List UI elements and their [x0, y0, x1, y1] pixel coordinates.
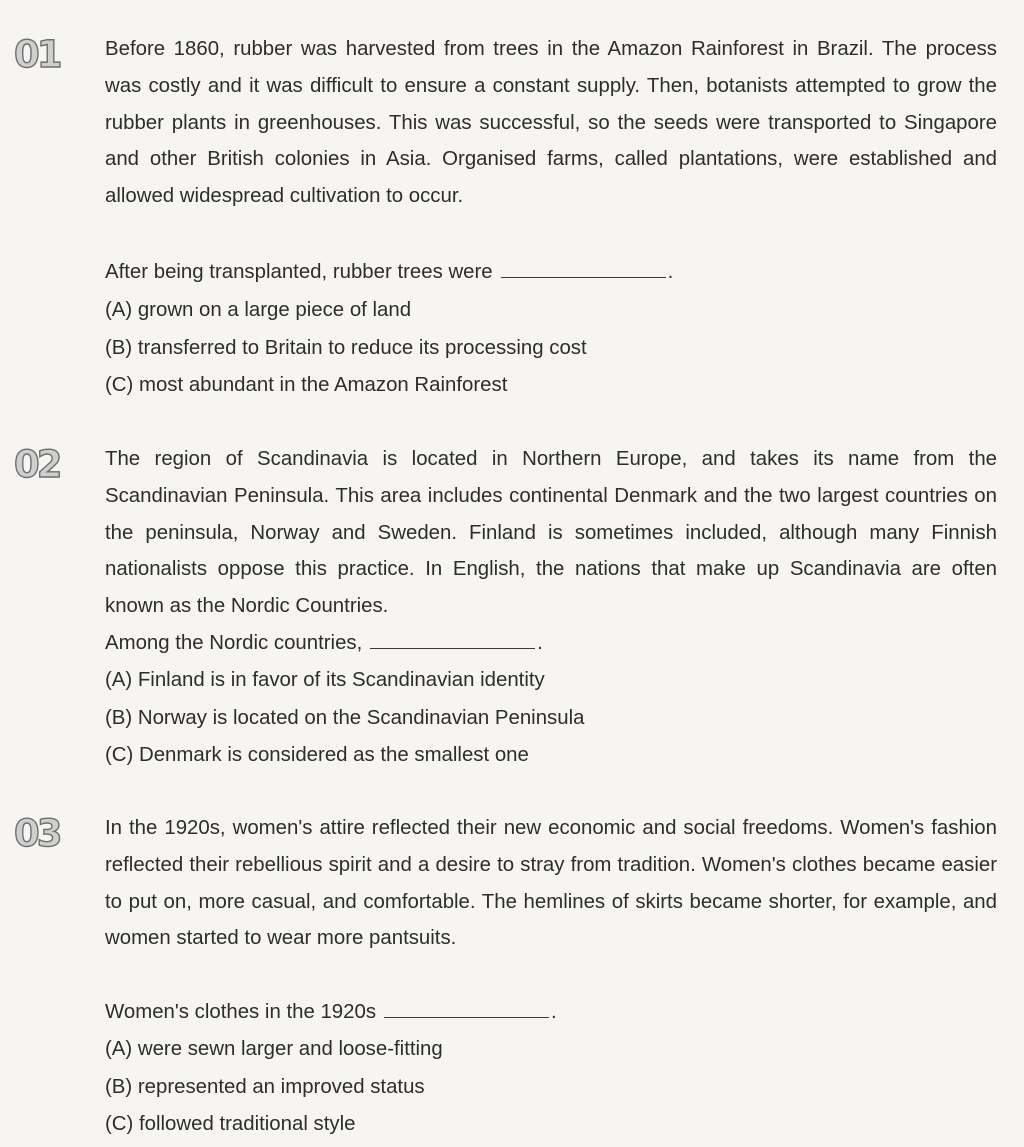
question-stem: [105, 994, 557, 1030]
stem-end: .: [551, 1001, 557, 1023]
option-c[interactable]: (C) Denmark is considered as the smallest one: [105, 744, 529, 766]
answer-options: [105, 662, 584, 775]
stem-end: .: [667, 261, 674, 283]
option-a[interactable]: (A) were sewn larger and loose-fitting: [105, 1038, 443, 1060]
stem-text: Women's clothes in the 1920s: [105, 1001, 377, 1023]
option-b[interactable]: (B) Norway is located on the Scandinavian Peninsula: [105, 706, 585, 729]
option-b[interactable]: (B) transferred to Britain to reduce its processing cost: [105, 336, 587, 359]
question-stem: [105, 625, 543, 661]
answer-options: [105, 1031, 443, 1144]
option-a[interactable]: (A) Finland is in favor of its Scandinavian identity: [105, 669, 545, 691]
option-b[interactable]: (B) represented an improved status: [105, 1075, 425, 1098]
question-number: 03: [14, 812, 60, 855]
option-a[interactable]: (A) grown on a large piece of land: [105, 299, 412, 321]
stem-end: .: [537, 632, 543, 654]
answer-options: [105, 292, 587, 405]
passage-text: The region of Scandinavia is located in Northern Europe, and takes its name from the Scandinavian Peninsula. This area includes continental Denmark and the two largest countries on the peninsula, Norway and Sweden. Finland is sometimes included, although many Finnish nationalists oppose this practice. In English, the nations that make up Scandinavia are often known as the Nordic Countries.: [105, 448, 997, 618]
option-c[interactable]: (C) most abundant in the Amazon Rainforest: [105, 374, 508, 396]
question-number: 01: [14, 33, 60, 76]
passage-text: Before 1860, rubber was harvested from trees in the Amazon Rainforest in Brazil. The process was costly and it was difficult to ensure a constant supply. Then, botanists attempted to grow the rubber plants in greenhouses. This was successful, so the seeds were transported to Singapore and other British colonies in Asia. Organised farms, called plantations, were established and allowed widespread cultivation to occur.: [105, 38, 997, 208]
question-number: 02: [14, 443, 60, 486]
answer-blank: [370, 630, 535, 649]
answer-blank: [384, 999, 549, 1018]
stem-text: After being transplanted, rubber trees were: [105, 261, 493, 283]
answer-blank: [501, 259, 666, 278]
stem-text: Among the Nordic countries,: [105, 632, 363, 654]
option-c[interactable]: (C) followed traditional style: [105, 1113, 356, 1135]
passage-text: In the 1920s, women's attire reflected their new economic and social freedoms. Women's fashion reflected their rebellious spirit and a desire to stray from tradition. Women's clothes became easier to put on, more casual, and comfortable. The hemlines of skirts became shorter, for example, and women started to wear more pantsuits.: [105, 817, 997, 950]
question-stem: [105, 254, 673, 290]
